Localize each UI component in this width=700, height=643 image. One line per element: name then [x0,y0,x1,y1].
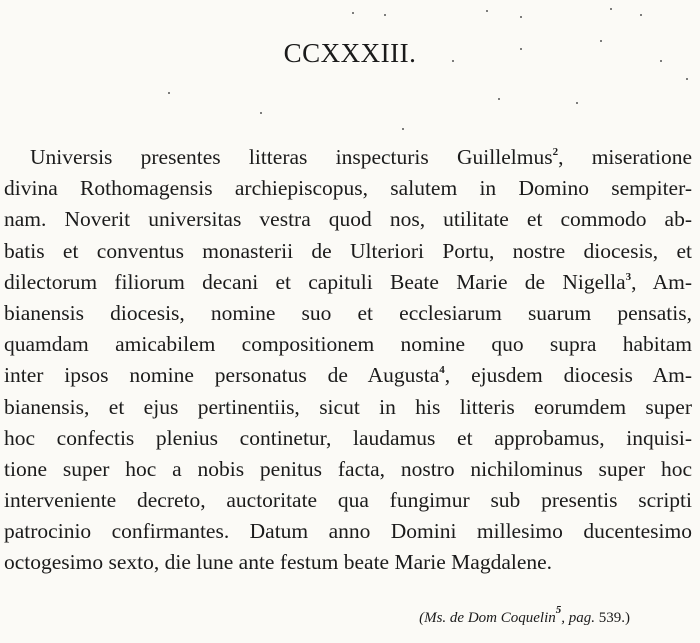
scan-speck [452,60,454,62]
scan-speck [686,78,688,80]
text-line: tione super hoc a nobis penitus facta, nostro nichilominus super hoc [4,456,692,481]
text-line: quamdam amicabilem compositionem nomine quo supra habitam [4,332,692,357]
scan-speck [260,112,262,114]
text-line: interveniente decreto, auctoritate qua fungimur sub presentis scripti [4,488,692,513]
footnote-marker: 5 [555,604,562,616]
scan-speck [640,14,642,16]
scan-speck [486,10,488,12]
text-line: hoc confectis plenius continetur, laudamus et approbamus, inquisi- [4,425,692,450]
scan-speck [576,102,578,104]
text-line: bianensis diocesis, nomine suo et ecclesiarum suarum pensatis, [4,300,692,325]
text-line: Universis presentes litteras inspecturis Guillelmus$^2$, miseratione [30,145,692,169]
footnote-marker: 2 [552,146,559,158]
scan-speck [384,14,386,16]
text-line: inter ipsos nomine personatus de Augusta$^4$, ejusdem diocesis Am- [4,363,692,388]
text-line: batis et conventus monasterii de Ulteriori Portu, nostre diocesis, et [4,238,692,263]
footnote-marker: 4 [439,364,445,377]
text-line: patrocinio confirmantes. Datum anno Domini millesimo ducentesimo [4,519,692,544]
text-line: bianensis, et ejus pertinentiis, sicut in his litteris eorumdem super [4,394,692,419]
text-line: dilectorum filiorum decani et capituli Beate Marie de Nigella$^3$, Am- [4,269,692,294]
text-line: nam. Noverit universitas vestra quod nos, utilitate et commodo ab- [4,207,692,232]
scan-speck [498,98,500,100]
scan-speck [520,16,522,18]
text-line: octogesimo sexto, die lune ante festum beate Marie Magdalene. [4,550,553,575]
scan-speck [600,40,602,42]
scan-speck [610,8,612,10]
scan-speck [660,60,662,62]
charter-number-heading: CCXXXIII. [283,38,417,68]
footnote-marker: 3 [625,270,632,283]
scan-speck [520,48,522,50]
source-citation: (Ms. de Dom Coquelin$^5$, pag. 539.) [419,604,630,626]
scan-speck [402,128,404,130]
text-line: divina Rothomagensis archiepiscopus, salutem in Domino sempiter- [4,176,692,201]
charter-text [4,142,692,579]
scan-speck [168,92,170,94]
scan-speck [352,12,354,14]
